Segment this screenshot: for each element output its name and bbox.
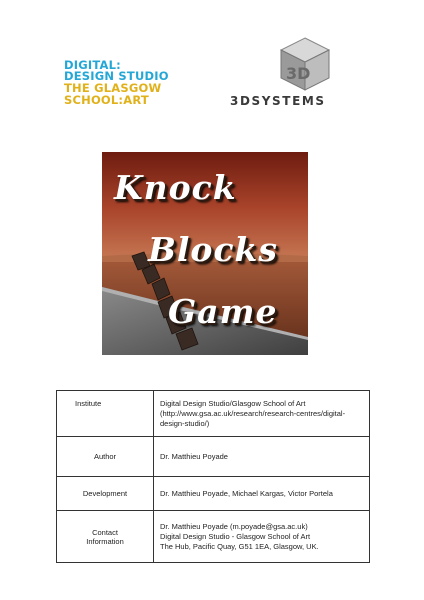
contact-label: Contact Information	[57, 511, 154, 563]
table-row-contact	[57, 511, 370, 563]
cover-title-line1: Knock	[114, 168, 237, 207]
development-value: Dr. Matthieu Poyade, Michael Kargas, Victor Portela	[154, 477, 370, 511]
table-row-development	[57, 477, 370, 511]
cover-image	[102, 152, 308, 355]
dds-logo-line1: DIGITAL:	[64, 58, 121, 72]
cube-letters: 3D	[286, 64, 311, 83]
table-row-author	[57, 437, 370, 477]
dds-logo-line3: THE GLASGOW	[64, 81, 162, 95]
3d-systems-wordmark: 3DSYSTEMS	[230, 94, 326, 108]
author-label: Author	[57, 437, 154, 477]
development-label: Development	[57, 477, 154, 511]
dds-logo-line2: DESIGN STUDIO	[64, 69, 169, 83]
contact-value: Dr. Matthieu Poyade (m.poyade@gsa.ac.uk) Digital Design Studio - Glasgow School of Art The Hub, Pacific Quay, G51 1EA, Glasgow, UK.	[154, 511, 370, 563]
cover-title-line3: Game	[168, 292, 278, 331]
3d-cube-icon	[278, 36, 332, 92]
cover-title-line2: Blocks	[148, 230, 278, 269]
dds-logo-line4: SCHOOL:ART	[64, 93, 149, 107]
institute-value: Digital Design Studio/Glasgow School of Art (http://www.gsa.ac.uk/research/research-centres/digital- design-studio/)	[154, 391, 370, 437]
3d-systems-logo	[228, 36, 388, 108]
table-row-institute	[57, 391, 370, 437]
institute-label: Institute	[57, 391, 154, 437]
author-value: Dr. Matthieu Poyade	[154, 437, 370, 477]
digital-design-studio-logo	[64, 60, 194, 110]
project-info-table	[56, 390, 370, 563]
